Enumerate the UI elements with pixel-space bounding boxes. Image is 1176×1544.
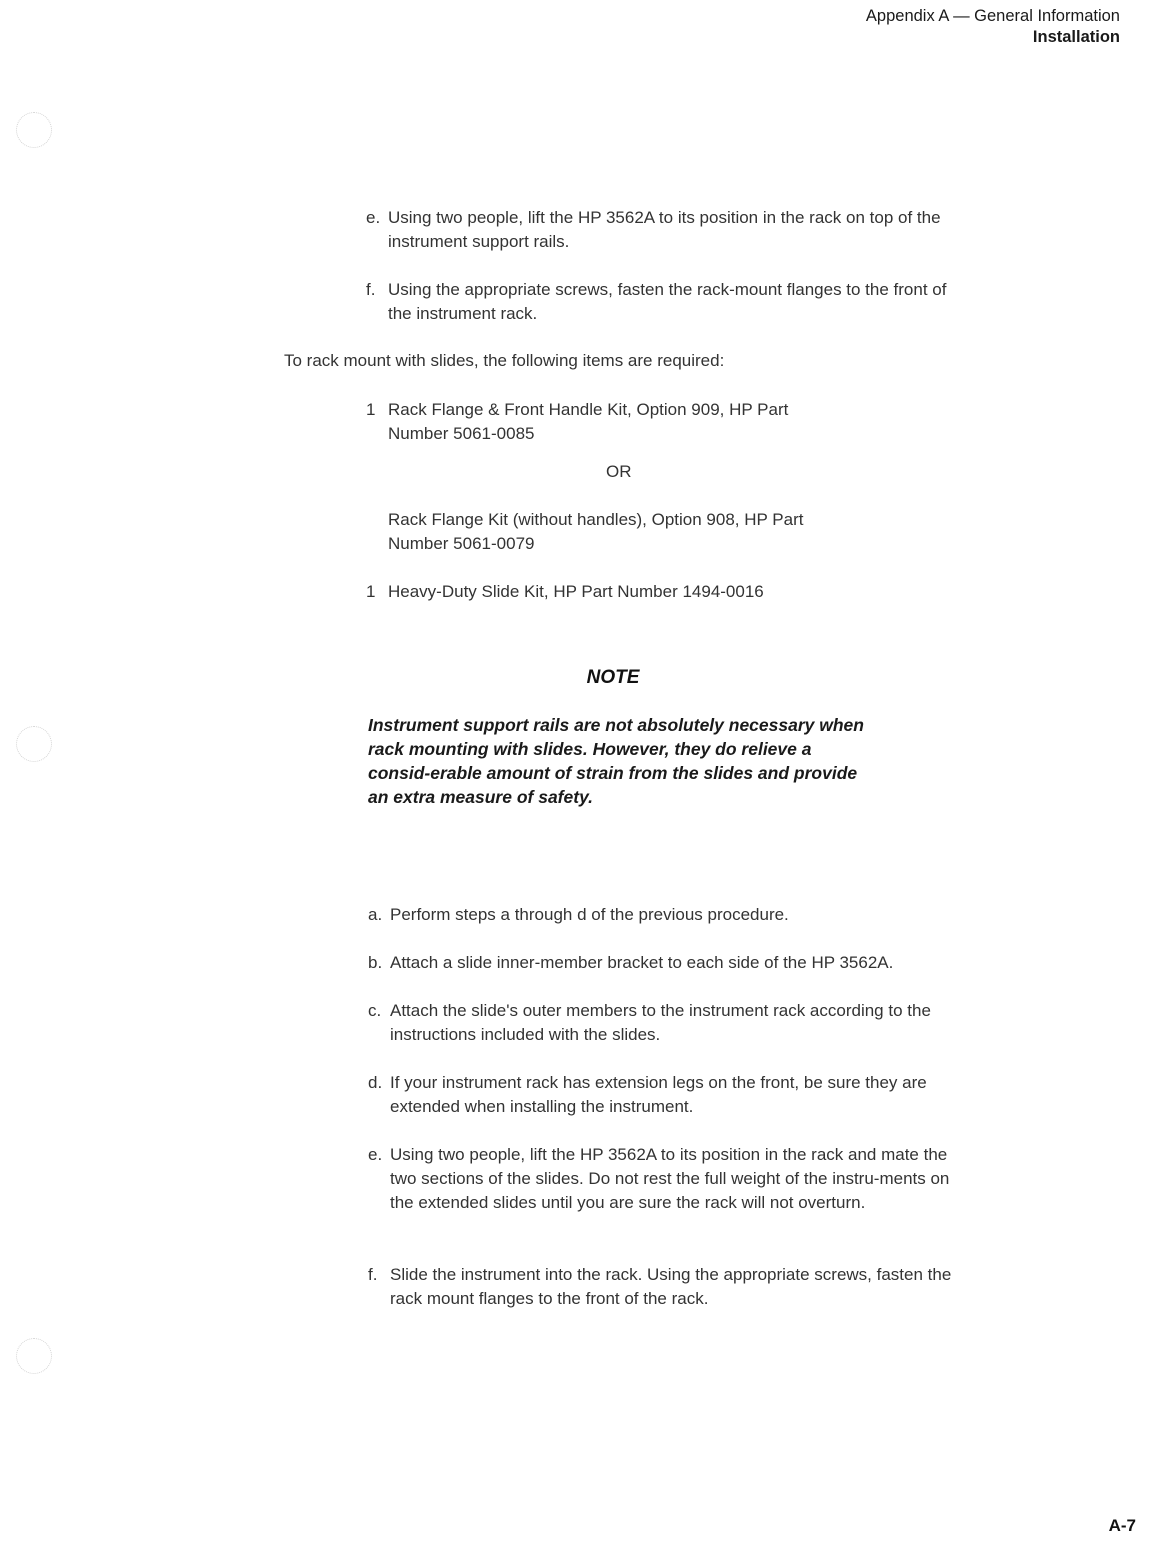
step-text: Attach the slide's outer members to the instrument rack according to the instructions included with the slides.: [390, 1001, 931, 1044]
page-number: A-7: [1108, 1516, 1136, 1535]
punch-hole-top: [16, 112, 52, 148]
step-bottom-d: [368, 1071, 968, 1119]
punch-hole-bottom: [16, 1338, 52, 1374]
step-text: Using two people, lift the HP 3562A to its position in the rack and mate the two sections of the slides. Do not rest the full weight of the instru-ments on the extended slides until you are sure the rack will not overturn.: [390, 1145, 950, 1212]
step-top-e: [366, 206, 966, 254]
punch-hole-middle: [16, 726, 52, 762]
step-bottom-a: [368, 903, 968, 927]
part-text: Heavy-Duty Slide Kit, HP Part Number 1494-0016: [388, 582, 764, 601]
step-marker: e.: [366, 208, 381, 227]
step-marker: a.: [368, 905, 383, 924]
step-bottom-b: [368, 951, 968, 975]
note-title: NOTE: [586, 667, 640, 688]
step-bottom-e: [368, 1143, 968, 1215]
or-separator: OR: [606, 462, 632, 481]
step-marker: f.: [368, 1265, 378, 1284]
running-header: [866, 6, 1120, 48]
part-item-slide-kit: [366, 580, 886, 604]
step-marker: b.: [368, 953, 383, 972]
part-qty: [366, 508, 388, 556]
step-text: If your instrument rack has extension legs on the front, be sure they are extended when installing the instrument.: [390, 1073, 927, 1116]
step-marker: f.: [366, 280, 376, 299]
step-text: Slide the instrument into the rack. Using the appropriate screws, fasten the rack mount flanges to the front of the rack.: [390, 1265, 952, 1308]
part-qty: 1: [366, 582, 376, 601]
step-text: Perform steps a through d of the previous procedure.: [390, 905, 789, 924]
note-body: Instrument support rails are not absolutely necessary when rack mounting with slides. However, they do relieve a consid-erable amount of strain from the slides and provide an extra measure of safety.: [368, 715, 864, 807]
part-text: Rack Flange Kit (without handles), Option 908, HP Part Number 5061-0079: [388, 510, 804, 553]
step-marker: e.: [368, 1145, 383, 1164]
step-marker: d.: [368, 1073, 383, 1092]
step-marker: c.: [368, 1001, 382, 1020]
part-item-flange-handle-kit: [366, 398, 826, 446]
step-text: Attach a slide inner-member bracket to each side of the HP 3562A.: [390, 953, 894, 972]
part-item-flange-kit: [366, 508, 846, 556]
step-bottom-c: [368, 999, 968, 1047]
step-text: Using two people, lift the HP 3562A to its position in the rack on top of the instrument support rails.: [388, 208, 941, 251]
step-bottom-f: [368, 1263, 968, 1311]
part-qty: 1: [366, 400, 376, 419]
step-text: Using the appropriate screws, fasten the rack-mount flanges to the front of the instrument rack.: [388, 280, 947, 323]
step-top-f: [366, 278, 966, 326]
header-subtitle: Installation: [1032, 28, 1120, 46]
part-text: Rack Flange & Front Handle Kit, Option 909, HP Part Number 5061-0085: [388, 400, 789, 443]
intro-text: To rack mount with slides, the following items are required:: [284, 351, 725, 370]
header-title: Appendix A — General Information: [865, 7, 1120, 25]
